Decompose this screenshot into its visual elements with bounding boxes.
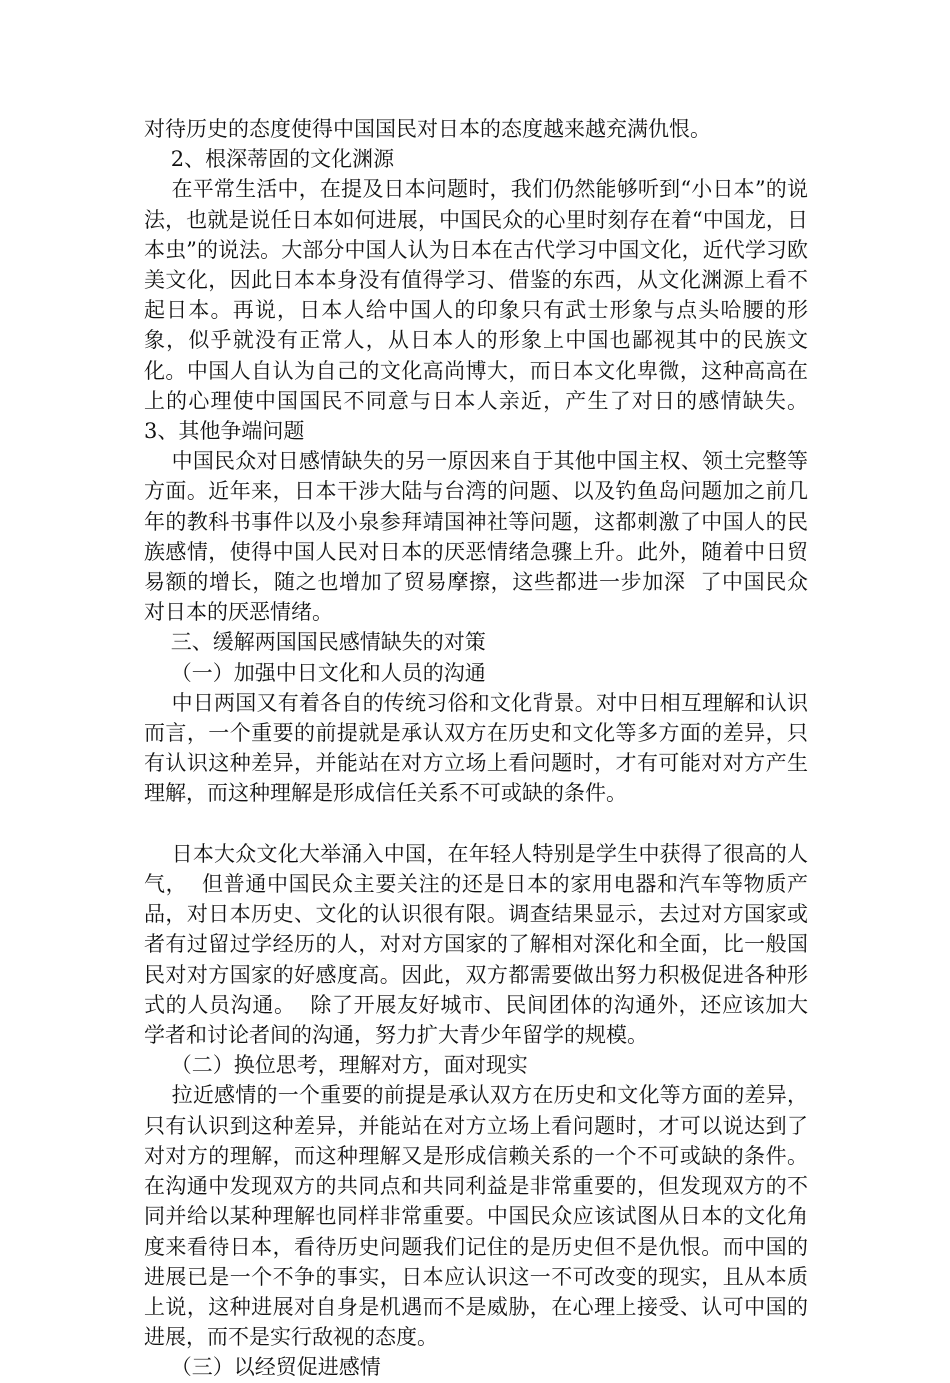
document-body [144, 114, 862, 1383]
heading-subsection-two: （二）换位思考，理解对方，面对现实 [144, 1053, 528, 1078]
heading-cultural-roots: 2、根深蒂固的文化渊源 [144, 147, 395, 172]
heading-section-three: 三、缓解两国国民感情缺失的对策 [144, 630, 486, 655]
paragraph-popular-culture: 日本大众文化大举涌入中国，在年轻人特别是学生中获得了很高的人气， 但普通中国民众主要关注的还是日本的家用电器和汽车等物质产品，对日本历史、文化的认识很有限。调查结果显示，去过对方国家或者有过留过学经历的人，对对方国家的了解相对深化和全面，比一般国民对对方国家的好感度高。因此，双方都需要做出努力积极促进各种形式的人员沟通。 除了开展友好城市、民间团体的沟通外，还应该加大学者和讨论者间的沟通，努力扩大青少年留学的规模。 [144, 841, 809, 1048]
paragraph-history-attitude: 对待历史的态度使得中国国民对日本的态度越来越充满仇恨。 [144, 117, 711, 141]
paragraph-other-disputes: 中国民众对日感情缺失的另一原因来自于其他中国主权、领土完整等方面。近年来，日本干涉大陆与台湾的问题、以及钓鱼岛问题加之前几年的教科书事件以及小泉参拜靖国神社等问题，这都刺激了中国人的民族感情，使得中国人民对日本的厌恶情绪急骤上升。此外，随着中日贸易额的增长，随之也增加了贸易摩擦，这些都进一步加深 了中国民众对日本的厌恶情绪。 [144, 449, 809, 625]
blank-line [144, 809, 808, 839]
paragraph-traditions: 中日两国又有着各自的传统习俗和文化背景。对中日相互理解和认识而言，一个重要的前提就是承认双方在历史和文化等多方面的差异，只有认识这种差异，并能站在对方立场上看问题时，才有可能对对方产生理解，而这种理解是形成信任关系不可或缺的条件。 [144, 690, 809, 806]
paragraph-empathy: 拉近感情的一个重要的前提是承认双方在历史和文化等方面的差异，只有认识到这种差异，并能站在对方立场上看问题时，才可以说达到了对对方的理解，而这种理解又是形成信赖关系的一个不可或缺的条件。在沟通中发现双方的共同点和共同利益是非常重要的，但发现双方的不同并给以某种理解也同样非常重要。中国民众应该试图从日本的文化角度来看待日本，看待历史问题我们记住的是历史但不是仇恨。而中国的进展已是一个不争的事实，日本应认识这一不可改变的现实，且从本质上说，这种进展对自身是机遇而不是威胁，在心理上接受、认可中国的进展，而不是实行敌视的态度。 [144, 1083, 809, 1350]
paragraph-cultural-roots: 在平常生活中，在提及日本问题时，我们仍然能够听到“小日本”的说法，也就是说任日本如何进展，中国民众的心里时刻存在着“中国龙，日本虫”的说法。大部分中国人认为日本在古代学习中国文化，近代学习欧美文化，因此日本本身没有值得学习、借鉴的东西，从文化渊源上看不起日本。再说，日本人给中国人的印象只有武士形象与点头哈腰的形象，似乎就没有正常人，从日本人的形象上中国也鄙视其中的民族文化。中国人自认为自己的文化高尚博大，而日本文化卑微，这种高高在上的心理使中国国民不同意与日本人亲近，产生了对日的感情缺失。 3、其他争端问题 [144, 177, 862, 444]
heading-subsection-three: （三）以经贸促进感情 [144, 1355, 381, 1380]
heading-subsection-one: （一）加强中日文化和人员的沟通 [144, 660, 486, 685]
